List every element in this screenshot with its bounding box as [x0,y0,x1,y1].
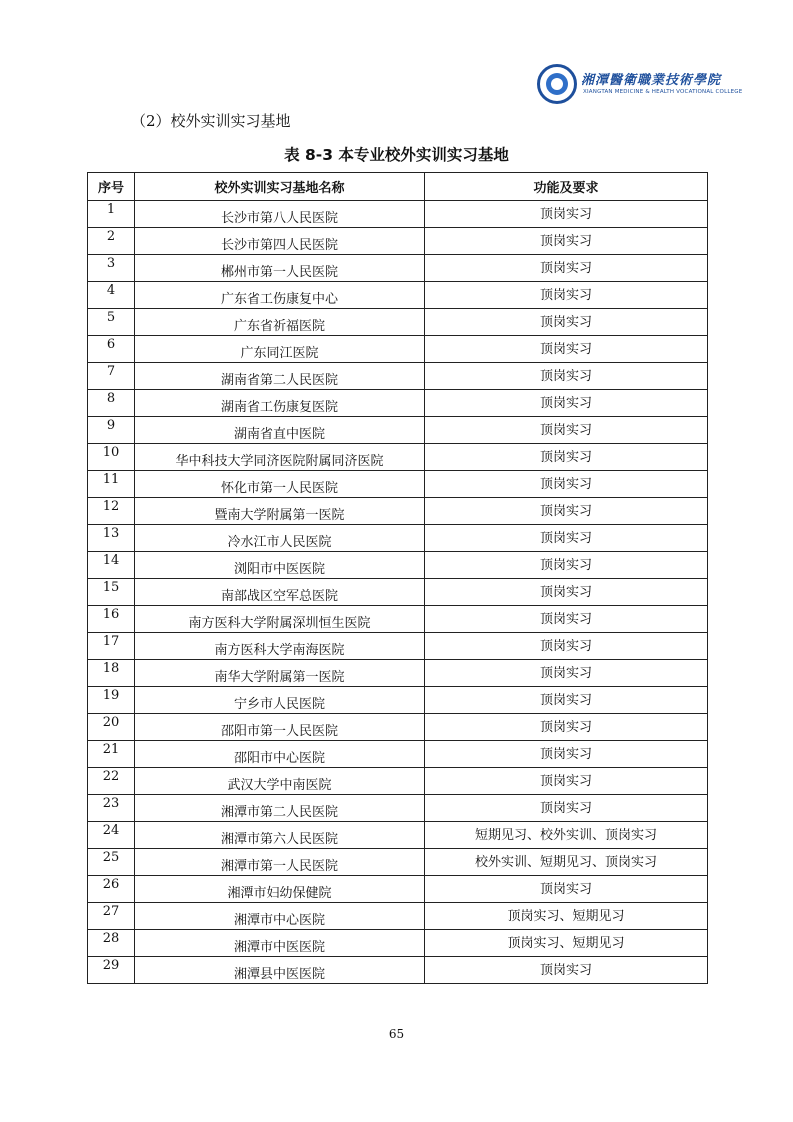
table-row [88,390,708,417]
row-index: 12 [88,498,135,525]
table-row [88,498,708,525]
row-index: 25 [88,849,135,876]
table-row [88,930,708,957]
row-index: 18 [88,660,135,687]
row-index: 19 [88,687,135,714]
row-base-name: 广东同江医院 [135,336,425,363]
row-base-name: 湘潭市中心医院 [135,903,425,930]
row-index: 14 [88,552,135,579]
table-row [88,606,708,633]
row-base-name: 南部战区空军总医院 [135,579,425,606]
logo-english-name: XIANGTAN MEDICINE & HEALTH VOCATIONAL COLLEGE [583,89,743,95]
table-row [88,309,708,336]
row-function: 短期见习、校外实训、顶岗实习 [425,822,708,849]
table-row [88,687,708,714]
section-heading: （2）校外实训实习基地 [131,112,291,130]
row-function: 顶岗实习 [425,228,708,255]
row-function: 顶岗实习 [425,579,708,606]
row-function: 顶岗实习 [425,687,708,714]
table-caption: 表 8-3 本专业校外实训实习基地 [284,146,509,164]
row-function: 顶岗实习 [425,471,708,498]
row-function: 顶岗实习 [425,795,708,822]
college-emblem-icon [537,64,577,104]
row-function: 顶岗实习 [425,255,708,282]
row-function: 顶岗实习、短期见习 [425,903,708,930]
row-function: 顶岗实习 [425,282,708,309]
table-row [88,255,708,282]
row-function: 顶岗实习 [425,741,708,768]
row-function: 顶岗实习 [425,633,708,660]
row-index: 22 [88,768,135,795]
row-base-name: 湖南省工伤康复医院 [135,390,425,417]
header-function: 功能及要求 [425,173,708,201]
row-function: 顶岗实习 [425,714,708,741]
row-index: 6 [88,336,135,363]
header-index: 序号 [88,173,135,201]
row-function: 顶岗实习 [425,606,708,633]
row-function: 顶岗实习 [425,957,708,984]
row-function: 顶岗实习 [425,552,708,579]
row-base-name: 宁乡市人民医院 [135,687,425,714]
row-index: 13 [88,525,135,552]
row-index: 1 [88,201,135,228]
row-base-name: 广东省工伤康复中心 [135,282,425,309]
college-logo [537,64,743,106]
row-index: 21 [88,741,135,768]
row-base-name: 南方医科大学南海医院 [135,633,425,660]
row-base-name: 湘潭县中医医院 [135,957,425,984]
row-function: 顶岗实习、短期见习 [425,930,708,957]
row-function: 顶岗实习 [425,390,708,417]
row-base-name: 华中科技大学同济医院附属同济医院 [135,444,425,471]
row-index: 7 [88,363,135,390]
row-base-name: 邵阳市第一人民医院 [135,714,425,741]
row-index: 3 [88,255,135,282]
row-function: 顶岗实习 [425,336,708,363]
table-row [88,768,708,795]
table-row [88,444,708,471]
logo-chinese-name: 湘潭醫衛職業技術學院 [581,73,722,88]
table-row [88,795,708,822]
row-index: 26 [88,876,135,903]
row-index: 20 [88,714,135,741]
row-base-name: 怀化市第一人民医院 [135,471,425,498]
row-function: 校外实训、短期见习、顶岗实习 [425,849,708,876]
row-index: 4 [88,282,135,309]
page-number: 65 [388,1027,405,1041]
table-row [88,741,708,768]
row-base-name: 湖南省第二人民医院 [135,363,425,390]
row-function: 顶岗实习 [425,444,708,471]
row-index: 8 [88,390,135,417]
row-index: 5 [88,309,135,336]
row-base-name: 暨南大学附属第一医院 [135,498,425,525]
row-base-name: 湘潭市第二人民医院 [135,795,425,822]
row-index: 2 [88,228,135,255]
training-base-table [87,172,708,984]
table-row [88,228,708,255]
row-base-name: 冷水江市人民医院 [135,525,425,552]
table-row [88,552,708,579]
row-base-name: 长沙市第八人民医院 [135,201,425,228]
table-row [88,282,708,309]
row-index: 29 [88,957,135,984]
row-base-name: 郴州市第一人民医院 [135,255,425,282]
table-row [88,822,708,849]
row-function: 顶岗实习 [425,417,708,444]
row-base-name: 湘潭市第一人民医院 [135,849,425,876]
row-index: 16 [88,606,135,633]
row-function: 顶岗实习 [425,525,708,552]
table-row [88,633,708,660]
row-index: 28 [88,930,135,957]
row-function: 顶岗实习 [425,660,708,687]
row-function: 顶岗实习 [425,498,708,525]
table-row [88,336,708,363]
row-base-name: 邵阳市中心医院 [135,741,425,768]
row-base-name: 湘潭市妇幼保健院 [135,876,425,903]
table-row [88,201,708,228]
row-function: 顶岗实习 [425,201,708,228]
table-row [88,363,708,390]
table-row [88,660,708,687]
header-base-name: 校外实训实习基地名称 [135,173,425,201]
row-index: 17 [88,633,135,660]
row-index: 24 [88,822,135,849]
row-index: 27 [88,903,135,930]
table-row [88,579,708,606]
table-row [88,714,708,741]
table-row [88,849,708,876]
row-base-name: 武汉大学中南医院 [135,768,425,795]
row-base-name: 湘潭市第六人民医院 [135,822,425,849]
table-row [88,876,708,903]
table-row [88,417,708,444]
row-base-name: 广东省祈福医院 [135,309,425,336]
row-function: 顶岗实习 [425,876,708,903]
row-function: 顶岗实习 [425,363,708,390]
row-base-name: 南华大学附属第一医院 [135,660,425,687]
table-row [88,957,708,984]
row-index: 11 [88,471,135,498]
row-index: 23 [88,795,135,822]
row-index: 9 [88,417,135,444]
table-row [88,525,708,552]
row-index: 15 [88,579,135,606]
row-function: 顶岗实习 [425,309,708,336]
table-header-row [88,173,708,201]
row-base-name: 湖南省直中医院 [135,417,425,444]
row-base-name: 浏阳市中医医院 [135,552,425,579]
row-index: 10 [88,444,135,471]
row-base-name: 湘潭市中医医院 [135,930,425,957]
row-base-name: 长沙市第四人民医院 [135,228,425,255]
table-row [88,471,708,498]
row-base-name: 南方医科大学附属深圳恒生医院 [135,606,425,633]
table-row [88,903,708,930]
row-function: 顶岗实习 [425,768,708,795]
